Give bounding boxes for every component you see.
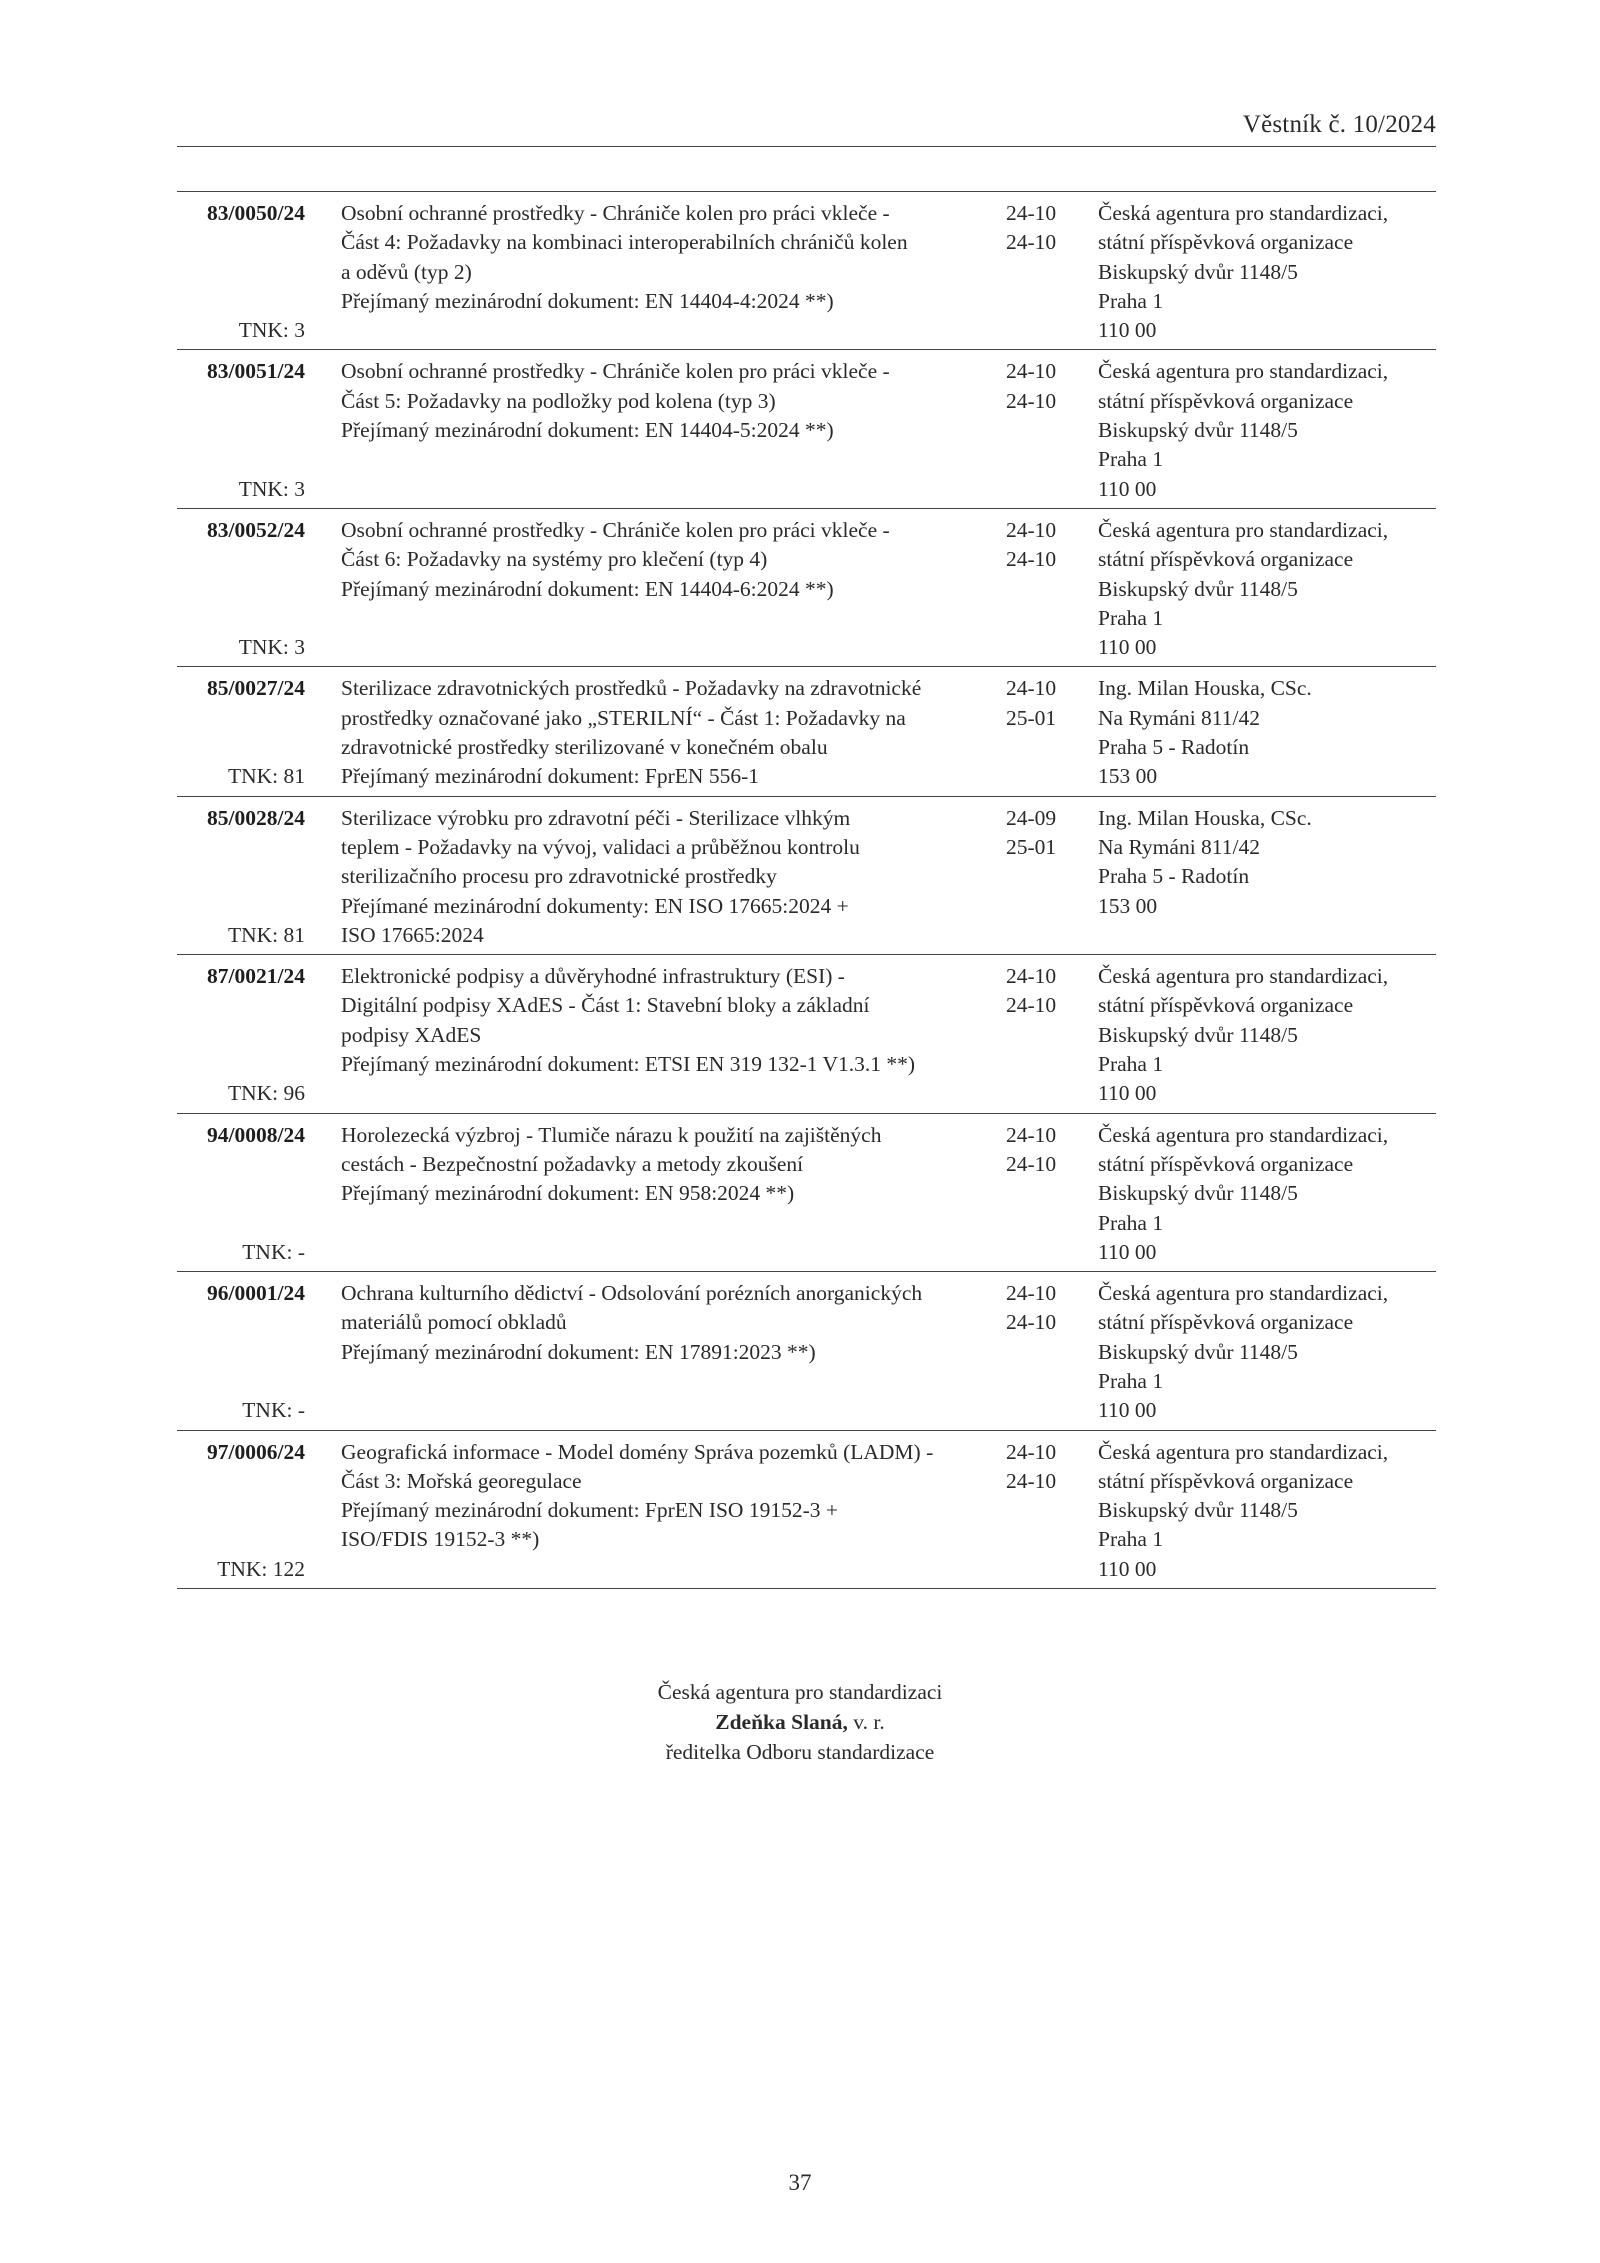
entry-title-line: Ochrana kulturního dědictví - Odsolování porézních anorganických	[341, 1281, 923, 1306]
entry-date: 24-10	[1006, 1310, 1057, 1335]
table-row	[177, 667, 1436, 796]
entry-title-line: Horolezecká výzbroj - Tlumiče nárazu k použití na zajištěných	[341, 1122, 882, 1147]
signature-block	[0, 1677, 1600, 1767]
entry-title-cell	[329, 357, 1000, 503]
table-row	[177, 192, 1436, 350]
entry-tnk: TNK: 3	[238, 635, 305, 660]
entry-title-cell	[329, 962, 1000, 1108]
entry-title-line: teplem - Požadavky na vývoj, validaci a průběžnou kontrolu	[341, 834, 860, 859]
entry-title-line: Digitální podpisy XAdES - Část 1: Stavební bloky a základní	[341, 993, 870, 1018]
entry-title-line: Přejímaný mezinárodní dokument: EN 17891:2023 **)	[341, 1339, 816, 1364]
entry-contact-line: státní příspěvková organizace	[1098, 388, 1354, 413]
entry-date: 25-01	[1006, 834, 1057, 859]
entry-title-line: Elektronické podpisy a důvěryhodné infrastruktury (ESI) -	[341, 964, 845, 989]
entry-date: 24-09	[1006, 805, 1057, 830]
entry-date: 24-10	[1006, 1122, 1057, 1147]
entry-tnk: TNK: 3	[238, 318, 305, 343]
entry-title-line: Část 4: Požadavky na kombinaci interoperabilních chráničů kolen	[341, 230, 908, 255]
table-row	[177, 1114, 1436, 1272]
entry-number: 83/0052/24	[207, 517, 305, 542]
entry-date: 24-10	[1006, 1439, 1057, 1464]
page-number: 37	[788, 2170, 812, 2195]
entry-title-cell	[329, 516, 1000, 662]
entry-title-line: materiálů pomocí obkladů	[341, 1310, 567, 1335]
entry-date: 24-10	[1006, 359, 1057, 384]
entry-contact-line: Praha 1	[1098, 447, 1164, 472]
entry-contact-line: 110 00	[1098, 1556, 1157, 1581]
entry-title-line: a oděvů (typ 2)	[341, 259, 472, 284]
entry-title-line: Osobní ochranné prostředky - Chrániče kolen pro práci vkleče -	[341, 359, 890, 384]
table-row	[177, 955, 1436, 1113]
entry-contact-line: Česká agentura pro standardizaci,	[1098, 1122, 1389, 1147]
entry-contact-line: Biskupský dvůr 1148/5	[1098, 1181, 1298, 1206]
entry-contact-cell	[1095, 674, 1436, 791]
entry-dates-cell	[1000, 1279, 1095, 1425]
entry-tnk: TNK: 81	[227, 922, 305, 947]
entry-contact-line: Na Rymáni 811/42	[1098, 834, 1260, 859]
entry-contact-line: Česká agentura pro standardizaci,	[1098, 359, 1389, 384]
entry-tnk: TNK: 122	[217, 1556, 305, 1581]
entry-dates-cell	[1000, 199, 1095, 345]
entry-contact-line: Praha 1	[1098, 288, 1164, 313]
signatory-position: ředitelka Odboru standardizace	[665, 1740, 935, 1764]
entry-title-line: zdravotnické prostředky sterilizované v konečném obalu	[341, 735, 828, 760]
entry-date: 24-10	[1006, 993, 1057, 1018]
entry-contact-line: 153 00	[1098, 893, 1158, 918]
entry-title-line: Část 3: Mořská georegulace	[341, 1468, 582, 1493]
entry-id-cell	[177, 1438, 329, 1584]
entry-title-cell	[329, 199, 1000, 345]
entry-contact-cell	[1095, 357, 1436, 503]
entry-contact-line: Česká agentura pro standardizaci,	[1098, 1439, 1389, 1464]
entry-contact-line: Česká agentura pro standardizaci,	[1098, 517, 1389, 542]
entry-date: 24-10	[1006, 676, 1057, 701]
entry-number: 83/0051/24	[207, 359, 305, 384]
entry-contact-line: Praha 1	[1098, 1210, 1164, 1235]
entry-contact-line: 110 00	[1098, 318, 1157, 343]
entry-date: 24-10	[1006, 230, 1057, 255]
entry-title-line: Přejímaný mezinárodní dokument: ETSI EN 319 132-1 V1.3.1 **)	[341, 1052, 916, 1077]
entry-contact-line: Praha 5 - Radotín	[1098, 864, 1250, 889]
table-row	[177, 1431, 1436, 1589]
entry-contact-cell	[1095, 962, 1436, 1108]
entry-tnk: TNK: 3	[238, 476, 305, 501]
entry-number: 96/0001/24	[207, 1281, 305, 1306]
entry-title-line: Přejímaný mezinárodní dokument: FprEN ISO 19152-3 +	[341, 1498, 838, 1523]
entry-date: 25-01	[1006, 705, 1057, 730]
entry-contact-line: Biskupský dvůr 1148/5	[1098, 1498, 1298, 1523]
entry-title-line: ISO/FDIS 19152-3 **)	[341, 1527, 540, 1552]
entry-title-cell	[329, 674, 1000, 791]
entry-contact-line: 110 00	[1098, 1239, 1157, 1264]
entry-date: 24-10	[1006, 1151, 1057, 1176]
signatory-suffix: v. r.	[847, 1710, 885, 1734]
entry-contact-line: státní příspěvková organizace	[1098, 1468, 1354, 1493]
entry-title-cell	[329, 1121, 1000, 1267]
entry-contact-line: 110 00	[1098, 1081, 1157, 1106]
entry-id-cell	[177, 1121, 329, 1267]
entry-number: 85/0027/24	[207, 676, 305, 701]
entry-title-line: Přejímaný mezinárodní dokument: EN 14404-6:2024 **)	[341, 576, 834, 601]
entry-contact-line: Biskupský dvůr 1148/5	[1098, 1022, 1298, 1047]
entry-contact-line: státní příspěvková organizace	[1098, 1310, 1354, 1335]
entry-contact-line: Česká agentura pro standardizaci,	[1098, 1281, 1389, 1306]
entry-title-line: Část 6: Požadavky na systémy pro klečení (typ 4)	[341, 547, 768, 572]
entry-contact-line: 110 00	[1098, 1398, 1157, 1423]
standards-table	[177, 191, 1436, 1589]
entry-title-cell	[329, 1279, 1000, 1425]
entry-title-line: Přejímaný mezinárodní dokument: EN 14404-4:2024 **)	[341, 288, 834, 313]
entry-date: 24-10	[1006, 201, 1057, 225]
entry-dates-cell	[1000, 674, 1095, 791]
entry-id-cell	[177, 674, 329, 791]
entry-title-line: Osobní ochranné prostředky - Chrániče kolen pro práci vkleče -	[341, 201, 890, 225]
entry-tnk: TNK: -	[242, 1398, 305, 1423]
entry-contact-line: Biskupský dvůr 1148/5	[1098, 1339, 1298, 1364]
signature-organization: Česká agentura pro standardizaci	[657, 1680, 943, 1704]
entry-id-cell	[177, 1279, 329, 1425]
entry-title-line: cestách - Bezpečnostní požadavky a metody zkoušení	[341, 1151, 804, 1176]
entry-contact-line: Praha 1	[1098, 1052, 1164, 1077]
entry-id-cell	[177, 199, 329, 345]
entry-title-line: Přejímané mezinárodní dokumenty: EN ISO 17665:2024 +	[341, 893, 849, 918]
header-divider	[177, 146, 1436, 147]
entry-dates-cell	[1000, 516, 1095, 662]
entry-title-line: Přejímaný mezinárodní dokument: FprEN 556-1	[341, 764, 759, 789]
entry-contact-line: 110 00	[1098, 635, 1157, 660]
table-row	[177, 509, 1436, 667]
entry-contact-cell	[1095, 804, 1436, 950]
entry-contact-line: Ing. Milan Houska, CSc.	[1098, 805, 1312, 830]
entry-contact-cell	[1095, 1279, 1436, 1425]
entry-title-cell	[329, 804, 1000, 950]
entry-contact-line: Biskupský dvůr 1148/5	[1098, 576, 1298, 601]
entry-date: 24-10	[1006, 517, 1057, 542]
entry-title-line: Geografická informace - Model domény Správa pozemků (LADM) -	[341, 1439, 934, 1464]
entry-number: 94/0008/24	[207, 1122, 305, 1147]
entry-number: 97/0006/24	[207, 1439, 305, 1464]
entry-date: 24-10	[1006, 1468, 1057, 1493]
entry-dates-cell	[1000, 804, 1095, 950]
entry-contact-line: Biskupský dvůr 1148/5	[1098, 259, 1298, 284]
table-row	[177, 797, 1436, 955]
table-row	[177, 350, 1436, 508]
entry-contact-line: státní příspěvková organizace	[1098, 993, 1354, 1018]
entry-contact-line: Praha 1	[1098, 605, 1164, 630]
entry-dates-cell	[1000, 1438, 1095, 1584]
entry-title-line: Osobní ochranné prostředky - Chrániče kolen pro práci vkleče -	[341, 517, 890, 542]
entry-dates-cell	[1000, 962, 1095, 1108]
entry-id-cell	[177, 357, 329, 503]
journal-header-title: Věstník č. 10/2024	[1242, 111, 1436, 138]
entry-contact-cell	[1095, 199, 1436, 345]
entry-id-cell	[177, 516, 329, 662]
entry-contact-line: 153 00	[1098, 764, 1158, 789]
entry-title-cell	[329, 1438, 1000, 1584]
entry-id-cell	[177, 804, 329, 950]
entry-title-line: Přejímaný mezinárodní dokument: EN 14404-5:2024 **)	[341, 418, 834, 443]
entry-contact-line: Praha 1	[1098, 1527, 1164, 1552]
entry-contact-line: Ing. Milan Houska, CSc.	[1098, 676, 1312, 701]
table-row	[177, 1272, 1436, 1430]
signatory-name: Zdeňka Slaná,	[715, 1710, 848, 1734]
entry-contact-line: 110 00	[1098, 476, 1157, 501]
entry-contact-line: státní příspěvková organizace	[1098, 1151, 1354, 1176]
entry-date: 24-10	[1006, 964, 1057, 989]
entry-dates-cell	[1000, 357, 1095, 503]
entry-title-line: Sterilizace výrobku pro zdravotní péči - Sterilizace vlhkým	[341, 805, 851, 830]
entry-title-line: prostředky označované jako „STERILNÍ“ - Část 1: Požadavky na	[341, 705, 906, 730]
entry-date: 24-10	[1006, 547, 1057, 572]
entry-tnk: TNK: -	[242, 1239, 305, 1264]
entry-title-line: Přejímaný mezinárodní dokument: EN 958:2024 **)	[341, 1181, 795, 1206]
entry-contact-cell	[1095, 1121, 1436, 1267]
entry-contact-line: Česká agentura pro standardizaci,	[1098, 201, 1389, 225]
entry-number: 87/0021/24	[207, 964, 305, 989]
entry-contact-cell	[1095, 1438, 1436, 1584]
entry-number: 85/0028/24	[207, 805, 305, 830]
entry-tnk: TNK: 96	[227, 1081, 305, 1106]
entry-dates-cell	[1000, 1121, 1095, 1267]
entry-contact-line: Na Rymáni 811/42	[1098, 705, 1260, 730]
entry-title-line: sterilizačního procesu pro zdravotnické prostředky	[341, 864, 777, 889]
entry-contact-line: Česká agentura pro standardizaci,	[1098, 964, 1389, 989]
entry-date: 24-10	[1006, 1281, 1057, 1306]
entry-contact-line: Biskupský dvůr 1148/5	[1098, 418, 1298, 443]
signature-name-line	[0, 1707, 1600, 1737]
entry-contact-line: Praha 1	[1098, 1368, 1164, 1393]
entry-number: 83/0050/24	[207, 201, 305, 225]
entry-id-cell	[177, 962, 329, 1108]
entry-title-line: ISO 17665:2024	[341, 922, 484, 947]
entry-tnk: TNK: 81	[227, 764, 305, 789]
entry-contact-line: Praha 5 - Radotín	[1098, 735, 1250, 760]
entry-title-line: Část 5: Požadavky na podložky pod kolena (typ 3)	[341, 388, 776, 413]
entry-contact-cell	[1095, 516, 1436, 662]
entry-title-line: Sterilizace zdravotnických prostředků - Požadavky na zdravotnické	[341, 676, 922, 701]
entry-contact-line: státní příspěvková organizace	[1098, 230, 1354, 255]
entry-title-line: podpisy XAdES	[341, 1022, 482, 1047]
entry-contact-line: státní příspěvková organizace	[1098, 547, 1354, 572]
entry-date: 24-10	[1006, 388, 1057, 413]
